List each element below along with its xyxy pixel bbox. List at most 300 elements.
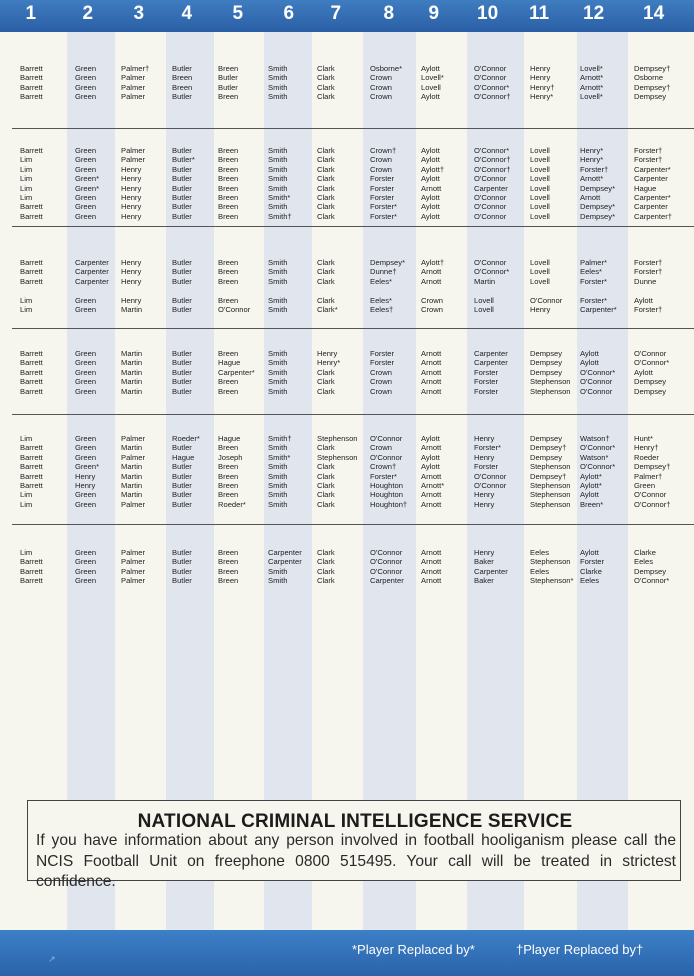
player-cell: Martin xyxy=(121,443,143,453)
player-cell: Stephenson xyxy=(530,557,571,567)
player-cell: Smith xyxy=(268,146,288,155)
player-cell: Osborne* xyxy=(370,64,403,73)
player-cell: Martin xyxy=(121,349,143,358)
player-cell: Henry xyxy=(474,548,495,557)
column-number: 7 xyxy=(330,3,342,24)
player-cell: Breen xyxy=(218,276,239,286)
player-cell: Lovell* xyxy=(580,92,603,102)
player-cell: Arnott xyxy=(421,566,442,576)
player-cell: Butler xyxy=(172,557,192,567)
player-cell: Dempsey† xyxy=(634,64,671,73)
player-cell: Henry xyxy=(121,202,142,212)
player-cell: Dunne† xyxy=(370,267,397,277)
player-cell: Barrett xyxy=(20,386,43,396)
lineup-row xyxy=(0,462,694,471)
column-number: 1 xyxy=(25,3,37,24)
player-cell: Barrett xyxy=(20,471,43,481)
player-cell: Aylott xyxy=(421,193,440,202)
player-cell: O'Connor xyxy=(370,566,403,576)
player-cell: Green xyxy=(75,82,97,92)
pen-mark-icon: ↗ xyxy=(48,954,56,964)
player-cell: Palmer xyxy=(121,499,146,509)
player-cell: Dempsey† xyxy=(634,82,671,92)
player-cell: Palmer† xyxy=(121,64,150,73)
player-cell: Hague xyxy=(218,358,241,368)
player-cell: Green xyxy=(75,377,97,387)
player-cell: Henry xyxy=(317,349,338,358)
player-cell: Crown xyxy=(370,92,392,102)
player-cell: Forster† xyxy=(634,146,663,155)
player-cell: Smith xyxy=(268,566,288,576)
player-cell: Butler xyxy=(172,92,192,102)
player-cell: Barrett xyxy=(20,358,43,368)
player-cell: Clark xyxy=(317,193,335,202)
player-cell: Palmer xyxy=(121,452,146,462)
player-cell: Carpenter xyxy=(474,349,508,358)
player-cell: Forster† xyxy=(634,267,663,277)
player-cell: Arnott xyxy=(421,367,442,377)
player-cell: Lovell* xyxy=(421,73,444,83)
player-cell: Henry† xyxy=(530,82,555,92)
player-cell: Eeles xyxy=(530,566,549,576)
player-cell: Butler xyxy=(172,64,192,73)
player-cell: Crown xyxy=(370,377,392,387)
player-cell: Butler xyxy=(172,377,192,387)
player-cell: Crown xyxy=(370,73,392,83)
player-cell: Arnott xyxy=(421,386,442,396)
player-cell: Henry xyxy=(474,434,495,443)
player-cell: Barrett xyxy=(20,202,43,212)
player-cell: Henry xyxy=(474,499,495,509)
player-cell: Stephenson xyxy=(317,434,358,443)
player-cell: Butler xyxy=(172,267,192,277)
player-cell: Watson* xyxy=(580,452,609,462)
player-cell: Lovell xyxy=(474,305,494,314)
legend-star: *Player Replaced by* xyxy=(352,942,475,957)
player-cell: Smith xyxy=(268,576,288,586)
lineup-row xyxy=(0,387,694,396)
player-cell: Martin xyxy=(121,386,143,396)
player-cell: Clark xyxy=(317,443,335,453)
lineup-row xyxy=(0,92,694,101)
column-number: 2 xyxy=(82,3,94,24)
player-cell: Stephenson xyxy=(317,452,358,462)
player-cell: Crown xyxy=(370,443,392,453)
player-cell: O'Connor xyxy=(474,481,507,490)
player-cell: Dempsey xyxy=(530,367,563,377)
player-cell: Lim xyxy=(20,155,33,165)
player-cell: O'Connor* xyxy=(474,82,510,92)
group-divider xyxy=(12,414,694,415)
player-cell: Arnott xyxy=(421,499,442,509)
player-cell: Roeder* xyxy=(218,499,246,509)
player-cell: Barrett xyxy=(20,481,43,490)
player-cell: Smith xyxy=(268,490,288,500)
player-cell: Lovell xyxy=(530,258,550,267)
player-cell: Forster† xyxy=(634,258,663,267)
player-cell: Watson† xyxy=(580,434,610,443)
player-cell: Henry xyxy=(474,452,495,462)
player-cell: Dempsey xyxy=(530,452,563,462)
player-cell: Martin xyxy=(121,367,143,377)
player-cell: Crown xyxy=(370,386,392,396)
player-cell: Lovell xyxy=(530,183,550,193)
player-cell: Clark xyxy=(317,174,335,184)
player-cell: Butler xyxy=(172,276,192,286)
player-cell: Lovell xyxy=(530,202,550,212)
player-cell: Palmer xyxy=(121,434,146,443)
player-cell: Martin xyxy=(474,276,496,286)
player-cell: Henry xyxy=(75,481,96,490)
player-cell: Aylott xyxy=(421,92,440,102)
player-cell: Dempsey xyxy=(634,377,667,387)
player-cell: Joseph xyxy=(218,452,243,462)
player-cell: Butler xyxy=(172,471,192,481)
lineup-row xyxy=(0,146,694,155)
player-cell: Lovell xyxy=(530,146,550,155)
player-cell: Butler xyxy=(172,462,192,472)
player-cell: Forster* xyxy=(474,443,502,453)
player-cell: Hague xyxy=(218,434,241,443)
player-cell: Smith xyxy=(268,258,288,267)
player-cell: Clark xyxy=(317,276,335,286)
player-cell: Butler xyxy=(172,305,192,314)
player-cell: Roeder* xyxy=(172,434,200,443)
player-cell: Carpenter xyxy=(268,557,302,567)
player-cell: Crown xyxy=(421,305,443,314)
player-cell: Arnott xyxy=(421,490,442,500)
player-cell: Dempsey xyxy=(530,349,563,358)
lineup-row xyxy=(0,267,694,276)
player-cell: Henry xyxy=(121,267,142,277)
player-cell: Smith* xyxy=(268,193,291,202)
player-cell: Henry xyxy=(121,183,142,193)
lineup-row xyxy=(0,202,694,211)
ncis-notice-box xyxy=(27,800,681,890)
player-cell: Lim xyxy=(20,174,33,184)
column-number: 10 xyxy=(477,3,499,24)
player-cell: O'Connor* xyxy=(634,358,670,368)
player-cell: Arnott xyxy=(421,443,442,453)
column-number: 5 xyxy=(232,3,244,24)
lineup-row xyxy=(0,481,694,490)
player-cell: Butler xyxy=(172,295,192,305)
player-cell: Butler xyxy=(172,499,192,509)
lineup-row xyxy=(0,368,694,377)
lineup-row xyxy=(0,500,694,509)
notice-body: If you have information about any person involved in football hooliganism please call the NCIS Football Unit on freephone 0800 515495. Your call will be treated in strictest confidence. xyxy=(36,832,676,890)
group-divider xyxy=(12,226,694,227)
player-cell: Henry xyxy=(121,295,142,305)
player-cell: Carpenter xyxy=(75,267,109,277)
column-header-bar xyxy=(0,0,694,32)
player-cell: Barrett xyxy=(20,367,43,377)
player-cell: Lim xyxy=(20,499,33,509)
player-cell: Eeles xyxy=(530,548,549,557)
player-cell: Barrett xyxy=(20,258,43,267)
player-cell: Dempsey xyxy=(530,358,563,368)
player-cell: Forster† xyxy=(580,164,609,174)
player-cell: Barrett xyxy=(20,443,43,453)
player-cell: Smith* xyxy=(268,452,291,462)
player-cell: Martin xyxy=(121,462,143,472)
player-cell: Barrett xyxy=(20,211,43,221)
lineup-row xyxy=(0,305,694,314)
player-cell: Breen* xyxy=(580,499,604,509)
player-cell: Butler xyxy=(172,202,192,212)
notice-title: NATIONAL CRIMINAL INTELLIGENCE SERVICE xyxy=(137,811,573,832)
player-cell: Breen xyxy=(218,164,239,174)
player-cell: Clark xyxy=(317,490,335,500)
player-cell: Aylott xyxy=(580,490,599,500)
player-cell: Green xyxy=(75,193,97,202)
player-cell: Carpenter xyxy=(474,358,508,368)
player-cell: Aylott xyxy=(580,548,599,557)
player-cell: Smith xyxy=(268,358,288,368)
player-cell: Martin xyxy=(121,358,143,368)
player-cell: Butler xyxy=(172,386,192,396)
player-cell: Henry* xyxy=(580,146,604,155)
player-cell: Arnott* xyxy=(580,73,604,83)
player-cell: Breen xyxy=(218,211,239,221)
player-cell: Green xyxy=(75,386,97,396)
lineup-row xyxy=(0,174,694,183)
player-cell: Breen xyxy=(218,349,239,358)
lineup-row xyxy=(0,83,694,92)
player-cell: Green xyxy=(75,64,97,73)
player-cell: Henry xyxy=(121,174,142,184)
player-cell: Barrett xyxy=(20,566,43,576)
player-cell: Aylott xyxy=(421,211,440,221)
player-cell: Hague xyxy=(172,452,195,462)
player-cell: Palmer xyxy=(121,557,146,567)
player-cell: Barrett xyxy=(20,462,43,472)
player-cell: Breen xyxy=(218,443,239,453)
lineup-row xyxy=(0,349,694,358)
player-cell: Clark xyxy=(317,146,335,155)
player-cell: Arnott xyxy=(580,193,601,202)
player-cell: O'Connor* xyxy=(474,146,510,155)
player-cell: Lim xyxy=(20,193,33,202)
lineup-row xyxy=(0,576,694,585)
player-cell: O'Connor xyxy=(474,471,507,481)
player-cell: Henry xyxy=(121,164,142,174)
player-cell: Green xyxy=(75,164,97,174)
player-cell: Crown xyxy=(370,367,392,377)
player-cell: O'Connor xyxy=(580,386,613,396)
player-cell: Breen xyxy=(218,295,239,305)
player-cell: Green xyxy=(75,566,97,576)
player-cell: Breen xyxy=(218,576,239,586)
player-cell: Butler xyxy=(172,367,192,377)
player-cell: Barrett xyxy=(20,377,43,387)
player-cell: Dempsey† xyxy=(634,462,671,472)
player-cell: Lim xyxy=(20,295,33,305)
player-cell: Lovell xyxy=(530,267,550,277)
player-cell: Butler xyxy=(172,164,192,174)
player-cell: Carpenter xyxy=(474,183,508,193)
player-cell: Green xyxy=(75,452,97,462)
player-cell: Aylott xyxy=(421,452,440,462)
lineup-row xyxy=(0,377,694,386)
player-cell: O'Connor* xyxy=(580,443,616,453)
player-cell: Green xyxy=(75,490,97,500)
player-cell: Lim xyxy=(20,548,33,557)
player-cell: Clark xyxy=(317,155,335,165)
player-cell: O'Connor* xyxy=(580,462,616,472)
player-cell: Martin xyxy=(121,481,143,490)
column-number: 3 xyxy=(133,3,145,24)
lineup-row xyxy=(0,557,694,566)
player-cell: Palmer xyxy=(121,576,146,586)
lineup-row xyxy=(0,277,694,286)
player-cell: Forster* xyxy=(580,295,608,305)
player-cell: Breen xyxy=(218,557,239,567)
lineup-row xyxy=(0,193,694,202)
player-cell: Palmer xyxy=(121,82,146,92)
player-cell: Butler xyxy=(172,183,192,193)
player-cell: O'Connor† xyxy=(634,499,671,509)
player-cell: Arnott xyxy=(421,548,442,557)
player-cell: Breen xyxy=(218,202,239,212)
player-cell: Smith xyxy=(268,377,288,387)
player-cell: Smith xyxy=(268,471,288,481)
player-cell: Butler xyxy=(172,349,192,358)
player-cell: Breen xyxy=(218,92,239,102)
player-cell: O'Connor xyxy=(370,548,403,557)
group-divider xyxy=(12,128,694,129)
player-cell: Butler xyxy=(172,566,192,576)
player-cell: O'Connor xyxy=(474,211,507,221)
player-cell: O'Connor† xyxy=(474,92,511,102)
player-cell: Lim xyxy=(20,183,33,193)
player-cell: Henry xyxy=(121,211,142,221)
player-cell: Barrett xyxy=(20,557,43,567)
column-number: 4 xyxy=(181,3,193,24)
player-cell: Aylott† xyxy=(421,164,445,174)
player-cell: Smith† xyxy=(268,434,292,443)
player-cell: Aylott xyxy=(580,358,599,368)
player-cell: O'Connor xyxy=(370,452,403,462)
player-cell: Arnott xyxy=(421,183,442,193)
player-cell: Houghton xyxy=(370,481,403,490)
player-cell: Clark xyxy=(317,202,335,212)
player-cell: Martin xyxy=(121,377,143,387)
player-cell: Crown xyxy=(421,295,443,305)
lineup-row xyxy=(0,472,694,481)
player-cell: Aylott xyxy=(634,367,653,377)
player-cell: Aylott xyxy=(421,202,440,212)
player-cell: Hunt* xyxy=(634,434,653,443)
player-cell: O'Connor xyxy=(474,202,507,212)
player-cell: Clark xyxy=(317,164,335,174)
lineup-row xyxy=(0,358,694,367)
player-cell: Breen xyxy=(172,73,193,83)
player-cell: Lovell xyxy=(530,211,550,221)
player-cell: Green xyxy=(75,548,97,557)
player-cell: O'Connor xyxy=(474,73,507,83)
player-cell: Crown† xyxy=(370,146,397,155)
player-cell: Smith xyxy=(268,73,288,83)
player-cell: Palmer† xyxy=(634,471,663,481)
player-cell: O'Connor xyxy=(370,434,403,443)
player-cell: Martin xyxy=(121,471,143,481)
player-cell: Lovell xyxy=(421,82,441,92)
player-cell: Clark xyxy=(317,211,335,221)
player-cell: Carpenter* xyxy=(634,164,671,174)
player-cell: Butler xyxy=(172,211,192,221)
player-cell: Carpenter xyxy=(370,576,404,586)
player-cell: Green xyxy=(75,155,97,165)
player-cell: Henry xyxy=(75,471,96,481)
player-cell: Palmer xyxy=(121,73,146,83)
player-cell: Palmer xyxy=(121,548,146,557)
player-cell: Dempsey xyxy=(530,434,563,443)
player-cell: Green xyxy=(75,295,97,305)
player-cell: Crown xyxy=(370,164,392,174)
player-cell: Clark xyxy=(317,548,335,557)
player-cell: Forster† xyxy=(634,305,663,314)
player-cell: Forster xyxy=(370,183,395,193)
player-cell: Lovell xyxy=(530,174,550,184)
player-cell: Forster* xyxy=(370,471,398,481)
player-cell: O'Connor xyxy=(474,64,507,73)
player-cell: Breen xyxy=(218,155,239,165)
player-cell: O'Connor xyxy=(530,295,563,305)
player-cell: Henry xyxy=(121,193,142,202)
player-cell: Lovell* xyxy=(580,64,603,73)
player-cell: Palmer xyxy=(121,566,146,576)
player-cell: Barrett xyxy=(20,276,43,286)
player-cell: Dempsey xyxy=(634,566,667,576)
lineup-row xyxy=(0,567,694,576)
player-cell: Arnott xyxy=(421,358,442,368)
player-cell: Lim xyxy=(20,434,33,443)
player-cell: Aylott xyxy=(421,174,440,184)
player-cell: Dempsey† xyxy=(530,443,567,453)
player-cell: Lim xyxy=(20,490,33,500)
player-cell: Breen xyxy=(218,548,239,557)
player-cell: O'Connor xyxy=(580,377,613,387)
player-cell: Barrett xyxy=(20,349,43,358)
player-cell: Smith xyxy=(268,64,288,73)
player-cell: Palmer xyxy=(121,155,146,165)
player-cell: Barrett xyxy=(20,267,43,277)
player-cell: Forster xyxy=(370,358,395,368)
player-cell: Green xyxy=(634,481,656,490)
player-cell: Eeles xyxy=(634,557,653,567)
player-cell: Lim xyxy=(20,305,33,314)
player-cell: Barrett xyxy=(20,73,43,83)
group-divider xyxy=(12,524,694,525)
player-cell: Smith xyxy=(268,174,288,184)
player-cell: Smith xyxy=(268,499,288,509)
player-cell: Clark xyxy=(317,258,335,267)
player-cell: Henry* xyxy=(580,155,604,165)
player-cell: Aylott xyxy=(421,146,440,155)
player-cell: Green xyxy=(75,443,97,453)
player-cell: Aylott xyxy=(421,434,440,443)
player-cell: Clark xyxy=(317,82,335,92)
player-cell: Houghton† xyxy=(370,499,408,509)
player-cell: Green xyxy=(75,576,97,586)
player-cell: Carpenter xyxy=(634,174,668,184)
player-cell: Aylott* xyxy=(580,481,602,490)
player-cell: Arnott xyxy=(421,471,442,481)
player-cell: Clark xyxy=(317,481,335,490)
player-cell: Smith xyxy=(268,82,288,92)
player-cell: Carpenter xyxy=(268,548,302,557)
